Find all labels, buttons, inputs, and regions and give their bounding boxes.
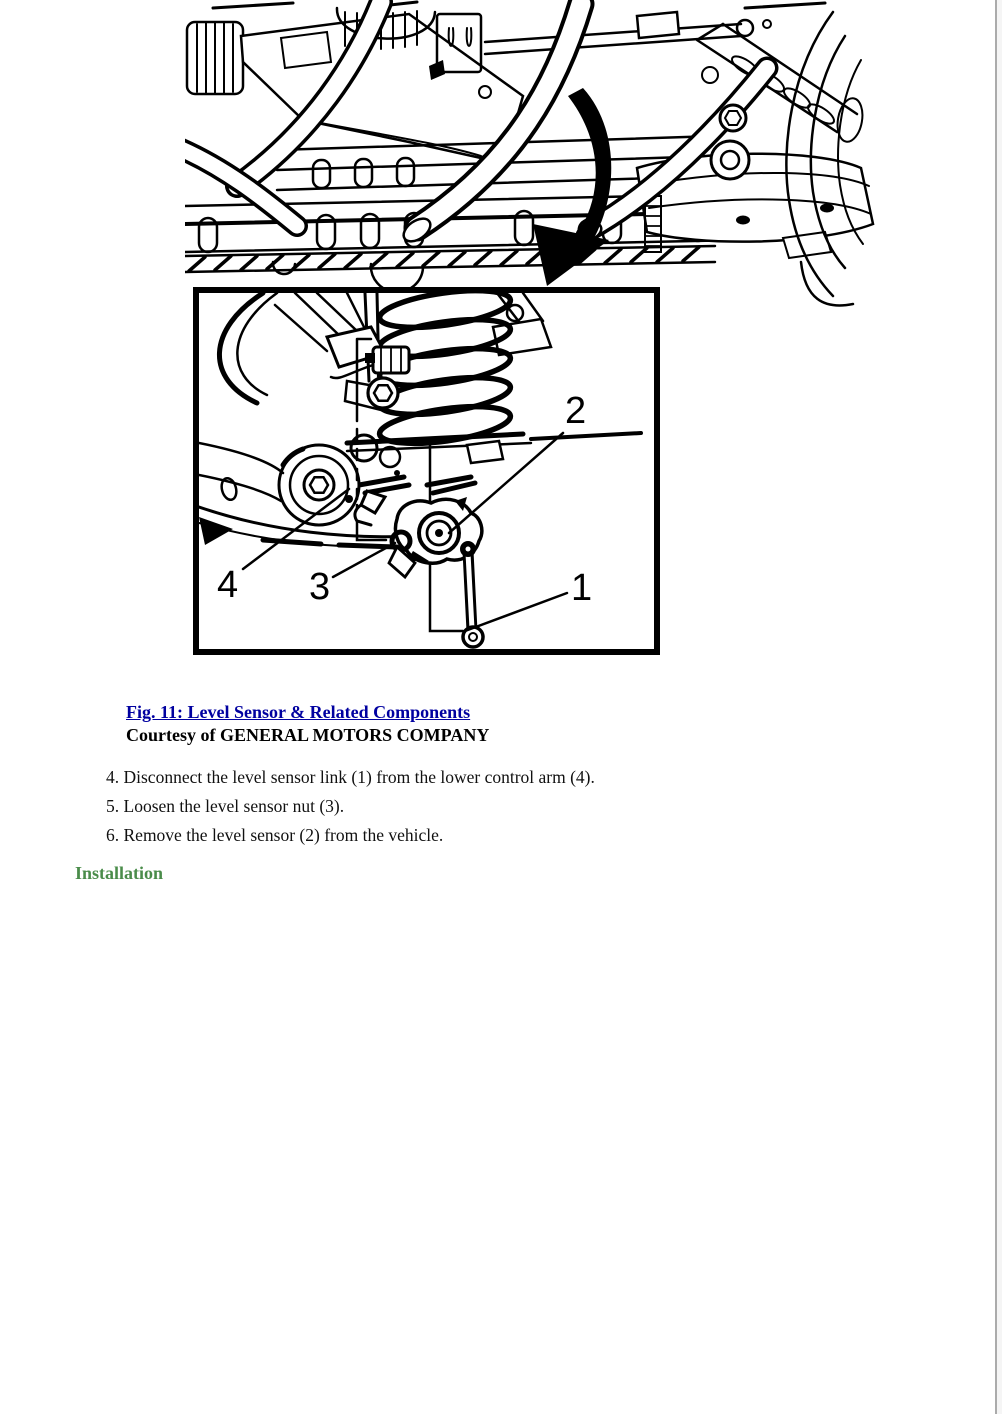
callout-4: 4: [217, 564, 239, 606]
level-sensor-figure: [193, 287, 660, 655]
callout-2: 2: [565, 390, 587, 432]
procedure-step: [106, 824, 595, 853]
procedure-step: [106, 795, 595, 824]
page-right-edge: [995, 0, 997, 1414]
step-number: 6.: [106, 825, 120, 845]
step-number: 4.: [106, 767, 120, 787]
step-number: 5.: [106, 796, 120, 816]
step-text: Loosen the level sensor nut (3).: [123, 796, 345, 816]
step-text: Remove the level sensor (2) from the vehicle.: [123, 825, 444, 845]
figure-caption-link[interactable]: Fig. 11: Level Sensor & Related Components: [126, 702, 471, 722]
page-edge-shade: [997, 0, 1002, 1414]
figure-caption: [126, 701, 489, 747]
callout-1: 1: [571, 567, 593, 609]
underbody-illustration: [185, 0, 883, 312]
step-text: Disconnect the level sensor link (1) from the lower control arm (4).: [123, 767, 595, 787]
procedure-steps: [106, 766, 595, 853]
callout-3: 3: [309, 566, 331, 608]
procedure-step: [106, 766, 595, 795]
level-sensor-diagram: [199, 293, 654, 649]
courtesy-line: Courtesy of GENERAL MOTORS COMPANY: [126, 725, 490, 745]
installation-heading: Installation: [75, 863, 164, 883]
